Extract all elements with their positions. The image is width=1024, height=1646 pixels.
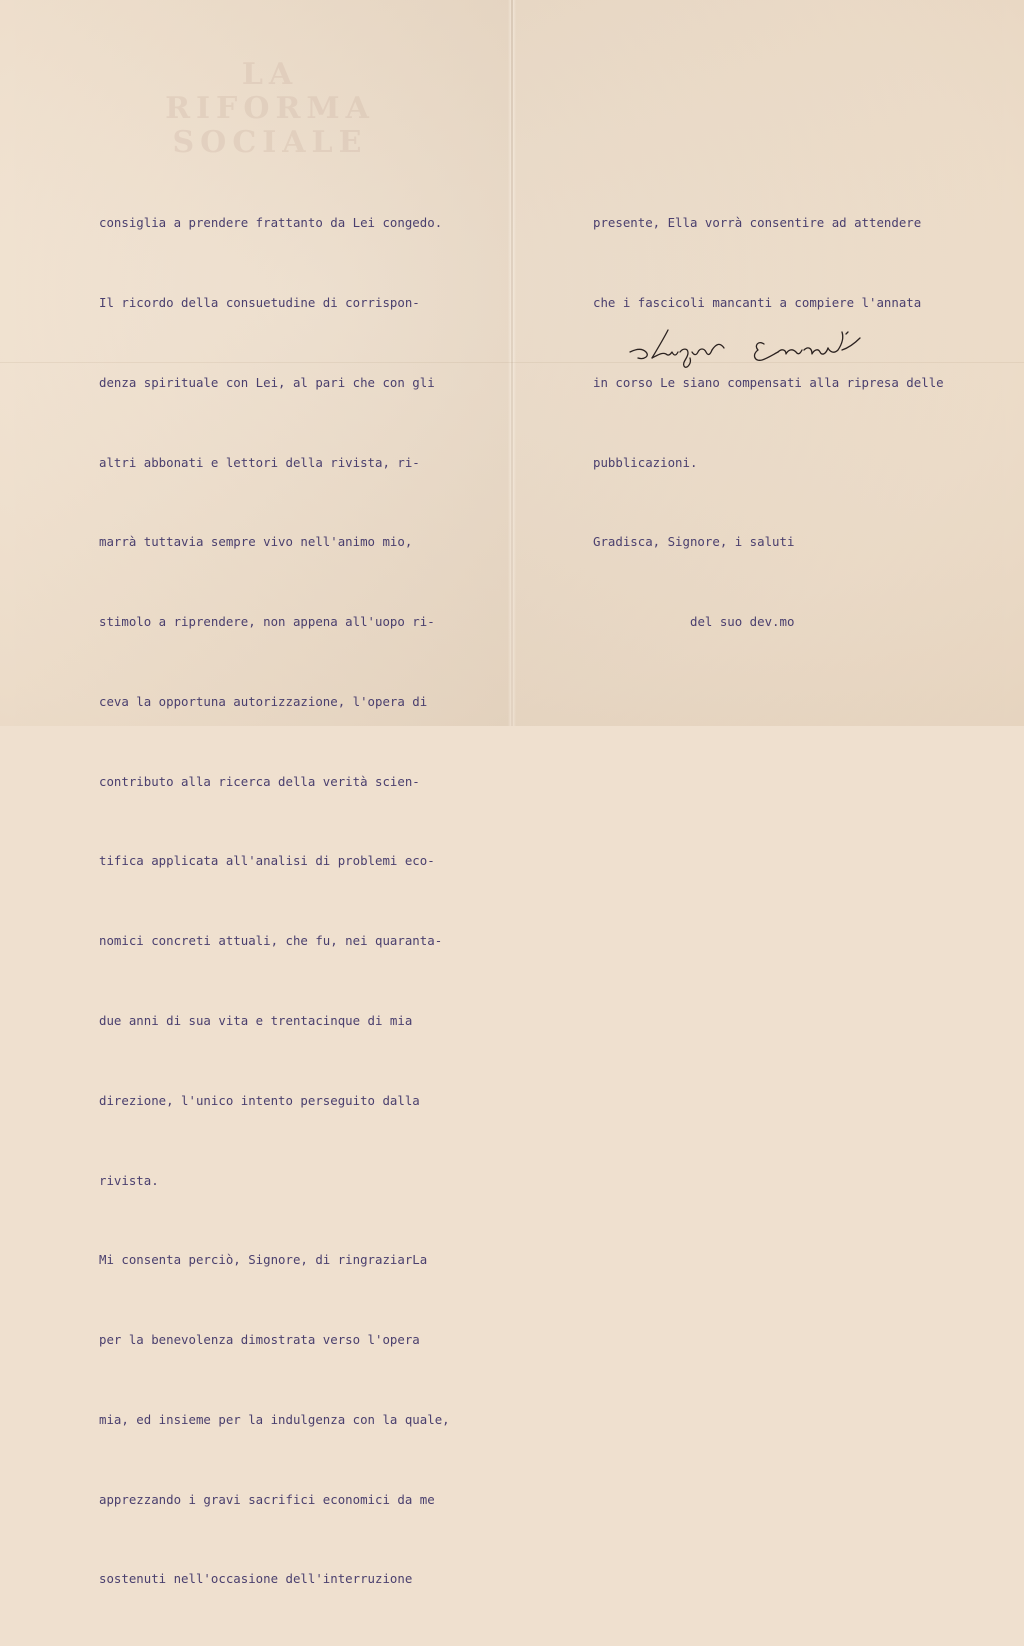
text-line: marrà tuttavia sempre vivo nell'animo mio,: [99, 534, 413, 550]
text-line: pubblicazioni.: [593, 454, 698, 470]
text-line: contributo alla ricerca della verità scien-: [99, 773, 420, 789]
text-line: sostenuti nell'occasione dell'interruzione: [99, 1571, 413, 1587]
text-line: per la benevolenza dimostrata verso l'opera: [99, 1332, 420, 1348]
text-line: Gradisca, Signore, i saluti: [593, 534, 795, 550]
watermark-line: SOCIALE: [172, 125, 368, 160]
text-line: consiglia a prendere frattanto da Lei congedo.: [99, 215, 443, 231]
text-line: Il ricordo della consuetudine di corrispon-: [99, 294, 420, 310]
text-line: presente, Ella vorrà consentire ad attendere: [593, 215, 922, 231]
text-line: nomici concreti attuali, che fu, nei quaranta-: [99, 933, 443, 949]
text-line: denza spirituale con Lei, al pari che con gli: [99, 374, 435, 390]
watermark-line: RIFORMA: [165, 91, 375, 126]
text-line: in corso Le siano compensati alla ripresa delle: [593, 374, 944, 390]
letterhead-watermark: [120, 58, 420, 160]
text-line: due anni di sua vita e trentacinque di mia: [99, 1013, 413, 1028]
text-line: direzione, l'unico intento perseguito dalla: [99, 1092, 420, 1108]
closing-line: del suo dev.mo: [690, 614, 795, 630]
left-page-text: [99, 157, 450, 1646]
text-line: altri abbonati e lettori della rivista, ri-: [99, 454, 420, 470]
text-line: tifica applicata all'analisi di problemi eco-: [99, 853, 435, 869]
text-line: ceva la opportuna autorizzazione, l'opera di: [99, 693, 428, 709]
text-line: Mi consenta perciò, Signore, di ringraziarLa: [99, 1252, 428, 1268]
text-line: stimolo a riprendere, non appena all'uopo ri-: [99, 614, 435, 630]
center-fold: [511, 0, 513, 726]
watermark-line: LA: [241, 57, 299, 92]
right-page-text: [593, 157, 944, 689]
text-line: apprezzando i gravi sacrifici economici da me: [99, 1491, 435, 1507]
text-line: mia, ed insieme per la indulgenza con la quale,: [99, 1411, 450, 1427]
text-line: rivista.: [99, 1172, 159, 1188]
handwritten-signature-icon: [628, 322, 868, 372]
text-line: che i fascicoli mancanti a compiere l'annata: [593, 294, 922, 310]
